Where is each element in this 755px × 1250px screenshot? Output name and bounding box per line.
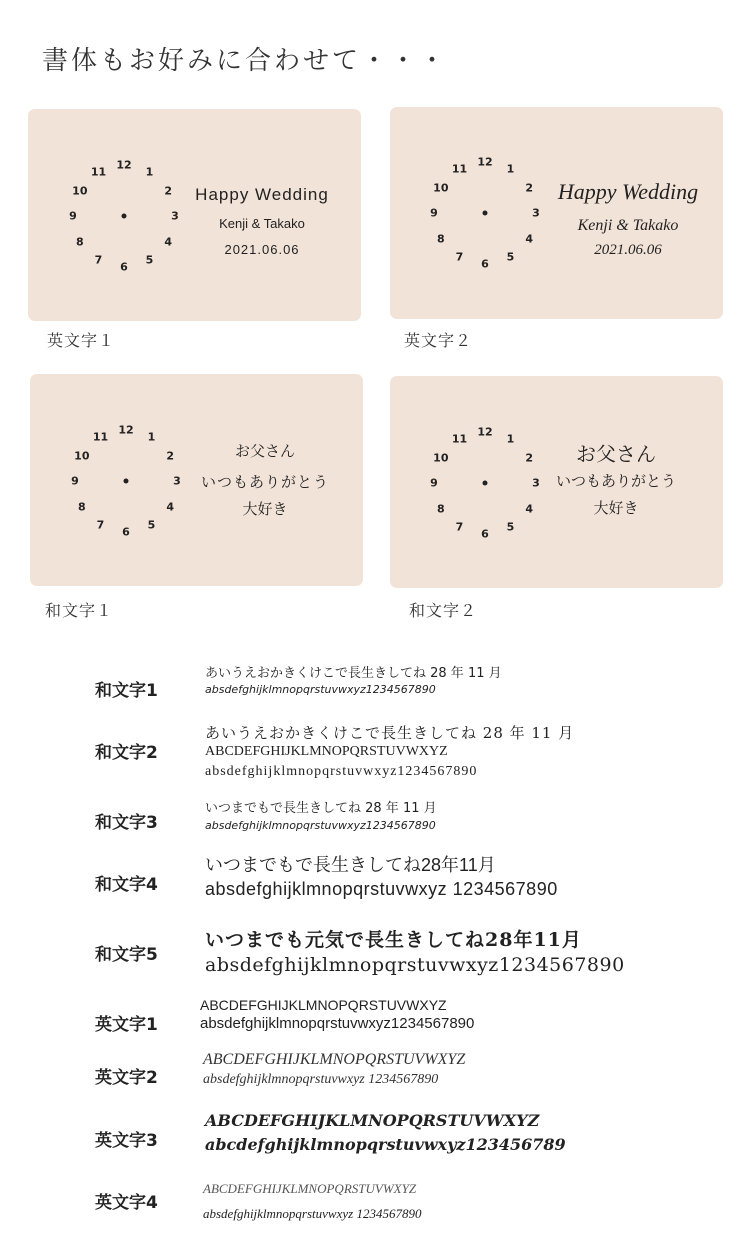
card-line-2: いつもありがとう (200, 473, 330, 491)
clock-number-5: 5 (147, 518, 156, 532)
clock-number-12: 12 (116, 158, 132, 172)
clock-number-6: 6 (122, 525, 130, 539)
clock-number-3: 3 (532, 476, 540, 490)
clock-number-7: 7 (94, 253, 103, 267)
card-caption-english-2: 英文字２ (404, 331, 473, 350)
sample-text: ABCDEFGHIJKLMNOPQRSTUVWXYZ (203, 1051, 466, 1068)
clock-number-4: 4 (166, 500, 174, 513)
clock-number-8: 8 (437, 502, 445, 515)
clock-number-3: 3 (173, 474, 181, 488)
clock-number-6: 6 (481, 527, 489, 541)
clock-number-11: 11 (92, 430, 109, 444)
clock-number-1: 1 (145, 165, 154, 179)
font-sample-card-english-2 (390, 107, 723, 319)
clock-number-9: 9 (430, 476, 438, 490)
clock-number-10: 10 (433, 451, 449, 464)
clock-number-5: 5 (506, 520, 515, 534)
card-line-2: Kenji & Takako (219, 216, 305, 231)
clock-number-10: 10 (433, 181, 449, 194)
sample-text: ABCDEFGHIJKLMNOPQRSTUVWXYZ (205, 744, 448, 759)
sample-text: absdefghijklmnopqrstuvwxyz 1234567890 (203, 1072, 439, 1087)
page-heading: 書体もお好みに合わせて・・・ (42, 46, 449, 76)
sample-label: 和文字3 (95, 813, 158, 833)
sample-label: 英文字2 (95, 1068, 158, 1088)
clock-number-8: 8 (76, 235, 84, 248)
clock-number-6: 6 (481, 257, 489, 271)
clock-number-12: 12 (477, 425, 493, 439)
clock-number-2: 2 (166, 449, 174, 462)
sample-text: あいうえおかきくけこで長生きしてね 28 年 11 月 (205, 666, 502, 681)
sample-text: absdefghijklmnopqrstuvwxyz1234567890 (205, 954, 625, 976)
card-line-1: お父さん (234, 442, 296, 460)
clock-center-dot (483, 481, 488, 486)
sample-label: 和文字4 (95, 875, 158, 895)
clock-number-12: 12 (477, 155, 493, 169)
clock-number-1: 1 (147, 430, 156, 444)
clock-number-1: 1 (506, 432, 515, 446)
card-line-3: 大好き (593, 499, 639, 517)
clock-number-9: 9 (69, 209, 77, 223)
sample-text: absdefghijklmnopqrstuvwxyz1234567890 (200, 1015, 475, 1032)
clock-number-4: 4 (525, 232, 533, 245)
sample-label: 英文字1 (95, 1015, 158, 1035)
clock-number-4: 4 (525, 502, 533, 515)
clock-number-7: 7 (96, 518, 105, 532)
clock-number-8: 8 (437, 232, 445, 245)
font-sample-card-english-1 (28, 109, 361, 321)
card-line-1: Happy Wedding (557, 179, 699, 204)
sample-text: いつまでもで長生きしてね 28 年 11 月 (205, 801, 437, 816)
sample-label: 和文字2 (95, 743, 158, 763)
clock-center-dot (122, 214, 127, 219)
clock-number-3: 3 (171, 209, 179, 223)
clock-number-2: 2 (164, 184, 172, 197)
clock-number-10: 10 (72, 184, 88, 197)
sample-text: いつまでも元気で長生きしてね28年11月 (205, 929, 582, 951)
clock-number-11: 11 (451, 162, 468, 176)
clock-center-dot (483, 211, 488, 216)
sample-label: 和文字5 (95, 945, 158, 965)
clock-number-7: 7 (455, 520, 464, 534)
sample-label: 英文字4 (95, 1193, 158, 1213)
sample-text: absdefghijklmnopqrstuvwxyz 1234567890 (203, 1206, 422, 1221)
sample-text: absdefghijklmnopqrstuvwxyz1234567890 (205, 683, 436, 696)
font-sample-card-japanese-2 (390, 376, 723, 588)
sample-text: absdefghijklmnopqrstuvwxyz1234567890 (205, 764, 478, 779)
clock-number-6: 6 (120, 260, 128, 274)
clock-number-11: 11 (90, 165, 107, 179)
clock-number-11: 11 (451, 432, 468, 446)
sample-text: abcdefghijklmnopqrstuvwxyz123456789 (205, 1135, 566, 1154)
clock-number-9: 9 (430, 206, 438, 220)
clock-center-dot (124, 479, 129, 484)
card-line-3: 大好き (242, 500, 288, 518)
clock-number-1: 1 (506, 162, 515, 176)
card-line-3: 2021.06.06 (224, 242, 300, 257)
font-sample-card-japanese-1 (30, 374, 363, 586)
clock-number-8: 8 (78, 500, 86, 513)
sample-label: 英文字3 (95, 1131, 158, 1151)
card-line-2: Kenji & Takako (577, 217, 679, 234)
sample-text: ABCDEFGHIJKLMNOPQRSTUVWXYZ (205, 1111, 540, 1130)
card-line-1: Happy Wedding (195, 185, 329, 204)
sample-label: 和文字1 (95, 681, 158, 701)
card-caption-japanese-2: 和文字２ (409, 601, 478, 620)
sample-text: absdefghijklmnopqrstuvwxyz 1234567890 (205, 879, 558, 899)
clock-number-5: 5 (145, 253, 154, 267)
clock-number-12: 12 (118, 423, 134, 437)
card-line-2: いつもありがとう (555, 472, 677, 490)
clock-number-7: 7 (455, 250, 464, 264)
sample-text: いつまでもで長生きしてね28年11月 (205, 855, 496, 875)
sample-text: ABCDEFGHIJKLMNOPQRSTUVWXYZ (200, 997, 447, 1013)
card-line-3: 2021.06.06 (594, 242, 662, 258)
card-line-1: お父さん (576, 442, 656, 466)
clock-number-2: 2 (525, 451, 533, 464)
sample-text: ABCDEFGHIJKLMNOPQRSTUVWXYZ (203, 1181, 417, 1196)
clock-number-10: 10 (74, 449, 90, 462)
card-caption-english-1: 英文字１ (47, 331, 116, 350)
sample-text: あいうえおかきくけこで長生きしてね 28 年 11 月 (205, 724, 575, 742)
card-caption-japanese-1: 和文字１ (45, 601, 114, 620)
clock-number-2: 2 (525, 181, 533, 194)
clock-number-4: 4 (164, 235, 172, 248)
clock-number-3: 3 (532, 206, 540, 220)
clock-number-5: 5 (506, 250, 515, 264)
sample-text: absdefghijklmnopqrstuvwxyz1234567890 (205, 819, 436, 832)
clock-number-9: 9 (71, 474, 79, 488)
